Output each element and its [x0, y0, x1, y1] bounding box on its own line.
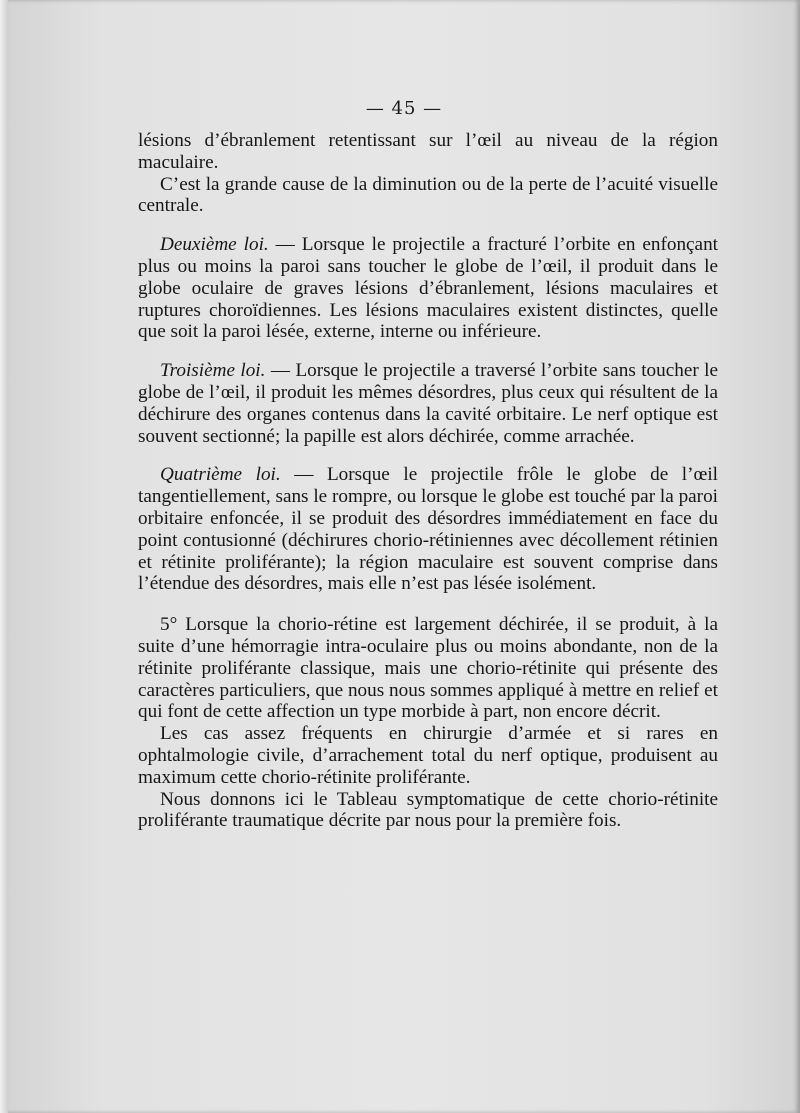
paragraph-acuity: C’est la grande cause de la diminution ou de la perte de l’acuité visuelle centrale.	[138, 173, 718, 217]
paragraph-table-intro: Nous donnons ici le Tableau symptomatique de cette chorio-rétinite proliférante traumatique décrite par nous pour la première fois.	[138, 788, 718, 832]
page-number: — 45 —	[365, 98, 443, 119]
paragraph-fifth-point: 5° Lorsque la chorio-rétine est largement déchirée, il se produit, à la suite d’une hémorragie intra-oculaire plus ou moins abondante, non de la rétinite proliférante classique, mais une chorio-rétinite qui présente des caractères particuliers, que nous nous sommes appliqué à mettre en relief et qui font de cette affection un type morbide à part, non encore décrit.	[138, 614, 718, 723]
paragraph-optic-nerve: Les cas assez fréquents en chirurgie d’armée et si rares en ophtalmologie civile, d’arrachement total du nerf optique, produisent au maximum cette chorio-rétinite proliférante.	[138, 723, 718, 788]
third-law-title: Troisième loi.	[160, 360, 266, 382]
paragraph-third-law: Troisième loi. — Lorsque le projectile a traversé l’orbite sans toucher le globe de l’œil, il produit les mêmes désordres, plus ceux qui résultent de la déchirure des organes contenus dans la cavité orbitaire. Le nerf optique est souvent sectionné; la papille est alors déchirée, comme arrachée.	[138, 360, 718, 447]
page-edge	[0, 0, 8, 1113]
paragraph-fourth-law: Quatrième loi. — Lorsque le projectile frôle le globe de l’œil tangentiellement, sans le rompre, ou lorsque le globe est touché par la paroi orbitaire enfoncée, il se produit des désordres immédiatement en face du point contusionné (déchirures chorio-rétiniennes avec décollement rétinien et rétinite proliférante); la région maculaire est souvent comprise dans l’étendue des désordres, mais elle n’est pas lésée isolément.	[138, 464, 718, 595]
page-body	[138, 130, 718, 832]
paragraph-second-law: Deuxième loi. — Lorsque le projectile a fracturé l’orbite en enfonçant plus ou moins la paroi sans toucher le globe de l’œil, il produit dans le globe oculaire de graves lésions d’ébranlement, lésions maculaires et ruptures choroïdiennes. Les lésions maculaires existent distinctes, quelle que soit la paroi lésée, externe, interne ou inférieure.	[138, 234, 719, 343]
book-page	[8, 0, 800, 1113]
fourth-law-title: Quatrième loi.	[160, 464, 281, 486]
paragraph-continuation: lésions d’ébranlement retentissant sur l’œil au niveau de la région maculaire.	[138, 130, 718, 173]
second-law-title: Deuxième loi.	[160, 234, 269, 256]
